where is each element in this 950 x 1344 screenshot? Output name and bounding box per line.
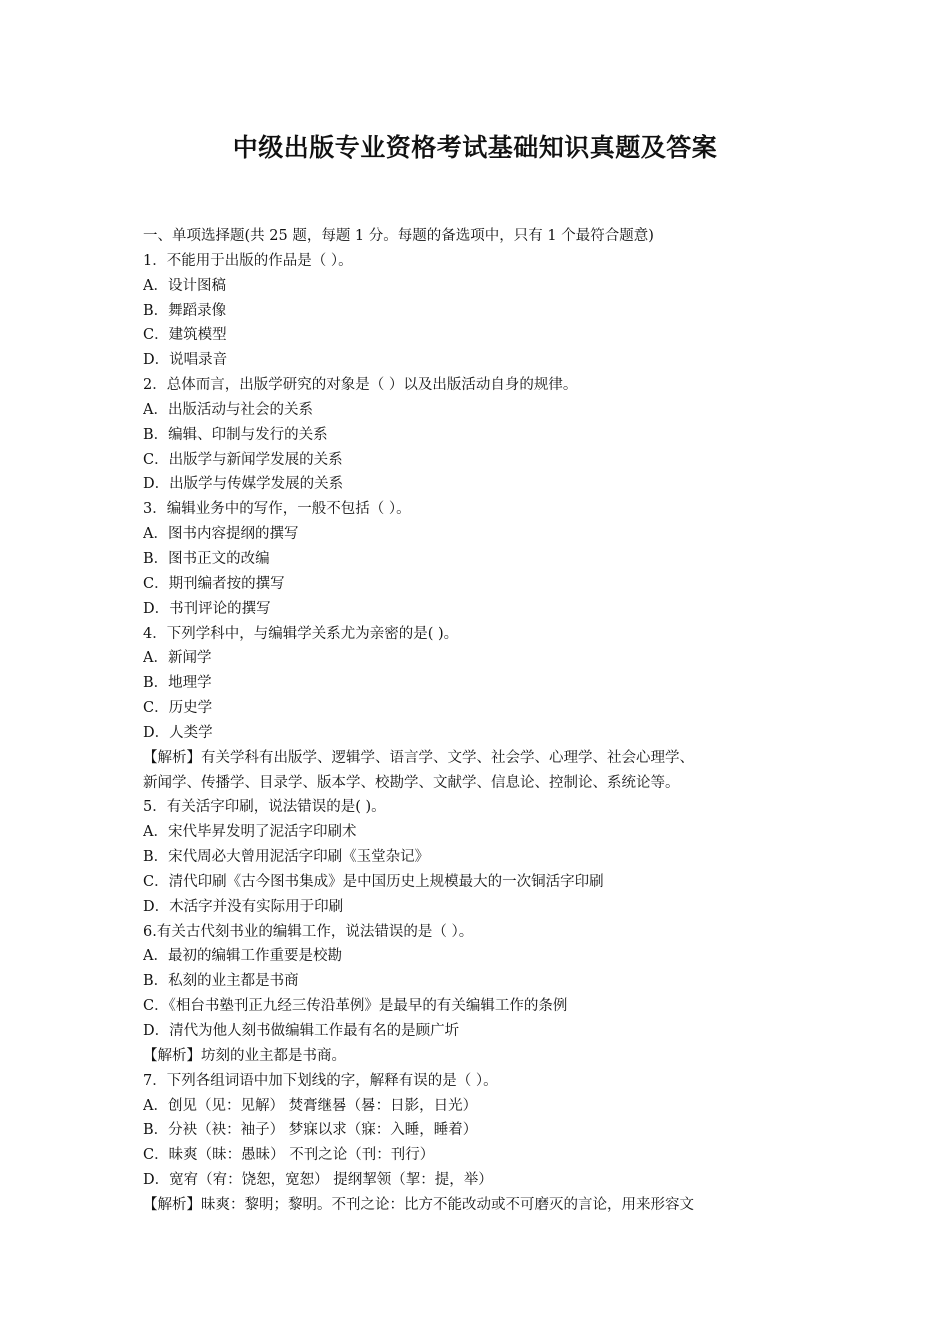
option-3d: D．书刊评论的撰写 <box>143 600 271 617</box>
option-4a: A．新闻学 <box>143 650 212 667</box>
option-6d: D．清代为他人刻书做编辑工作最有名的是顾广圻 <box>143 1023 460 1039</box>
question-4: 4．下列学科中，与编辑学关系尤为亲密的是( )。 <box>143 625 459 642</box>
option-7c: C．昧爽（昧：愚昧） 不刊之论（刊：刊行） <box>143 1147 435 1164</box>
question-6: 6.有关古代刻书业的编辑工作，说法错误的是（ ）。 <box>143 923 474 940</box>
option-6b: B．私刻的业主都是书商 <box>143 973 299 990</box>
option-2c: C．出版学与新闻学发展的关系 <box>143 451 343 468</box>
option-1a: A．设计图稿 <box>143 277 226 294</box>
option-2a: A．出版活动与社会的关系 <box>143 401 313 418</box>
option-2d: D．出版学与传媒学发展的关系 <box>143 476 344 493</box>
option-3a: A．图书内容提纲的撰写 <box>143 526 299 543</box>
option-6c: C．《相台书塾刊正九经三传沿革例》是最早的有关编辑工作的条例 <box>143 998 568 1015</box>
question-7: 7．下列各组词语中加下划线的字，解释有误的是（ ）。 <box>143 1072 498 1089</box>
option-5d: D．木活字并没有实际用于印刷 <box>143 898 344 915</box>
option-3b: B．图书正文的改编 <box>143 550 270 567</box>
option-5c: C．清代印刷《古今图书集成》是中国历史上规模最大的一次铜活字印刷 <box>143 873 604 890</box>
option-7a: A．创见（见：见解） 焚膏继晷（晷：日影，日光） <box>143 1097 478 1114</box>
document-title: 中级出版专业资格考试基础知识真题及答案 <box>232 133 718 162</box>
option-6a: A．最初的编辑工作重要是校勘 <box>143 948 342 965</box>
option-4b: B．地理学 <box>143 675 212 692</box>
option-7d: D．宽宥（宥：饶恕，宽恕） 提纲挈领（挈：提，举） <box>143 1172 493 1189</box>
option-4d: D．人类学 <box>143 724 213 741</box>
question-5: 5．有关活字印刷，说法错误的是( )。 <box>143 799 386 816</box>
option-4c: C．历史学 <box>143 700 213 717</box>
option-1d: D．说唱录音 <box>143 352 228 369</box>
option-7b: B．分袂（袂：袖子） 梦寐以求（寐：入睡，睡着） <box>143 1122 478 1139</box>
analysis-4-line-1: 【解析】有关学科有出版学、逻辑学、语言学、文学、社会学、心理学、社会心理学、 <box>143 749 694 766</box>
option-3c: C．期刊编者按的撰写 <box>143 575 285 592</box>
question-1: 1．不能用于出版的作品是（ ）。 <box>143 252 353 269</box>
question-3: 3．编辑业务中的写作，一般不包括（ ）。 <box>143 501 411 518</box>
option-2b: B．编辑、印制与发行的关系 <box>143 426 328 443</box>
option-1b: B．舞蹈录像 <box>143 302 227 319</box>
analysis-6: 【解析】坊刻的业主都是书商。 <box>143 1047 346 1064</box>
option-5a: A．宋代毕昇发明了泥活字印刷术 <box>143 824 357 841</box>
document-body <box>143 224 803 1218</box>
question-2: 2．总体而言，出版学研究的对象是（ ）以及出版活动自身的规律。 <box>143 377 578 394</box>
option-1c: C．建筑模型 <box>143 327 227 344</box>
analysis-7: 【解析】昧爽：黎明；黎明。不刊之论：比方不能改动或不可磨灭的言论，用来形容文 <box>143 1196 694 1213</box>
section-heading: 一、单项选择题(共 25 题，每题 1 分。每题的备选项中，只有 1 个最符合题意) <box>143 228 654 244</box>
option-5b: B．宋代周必大曾用泥活字印刷《玉堂杂记》 <box>143 849 430 866</box>
analysis-4-line-2: 新闻学、传播学、目录学、版本学、校勘学、文献学、信息论、控制论、系统论等。 <box>143 774 680 791</box>
